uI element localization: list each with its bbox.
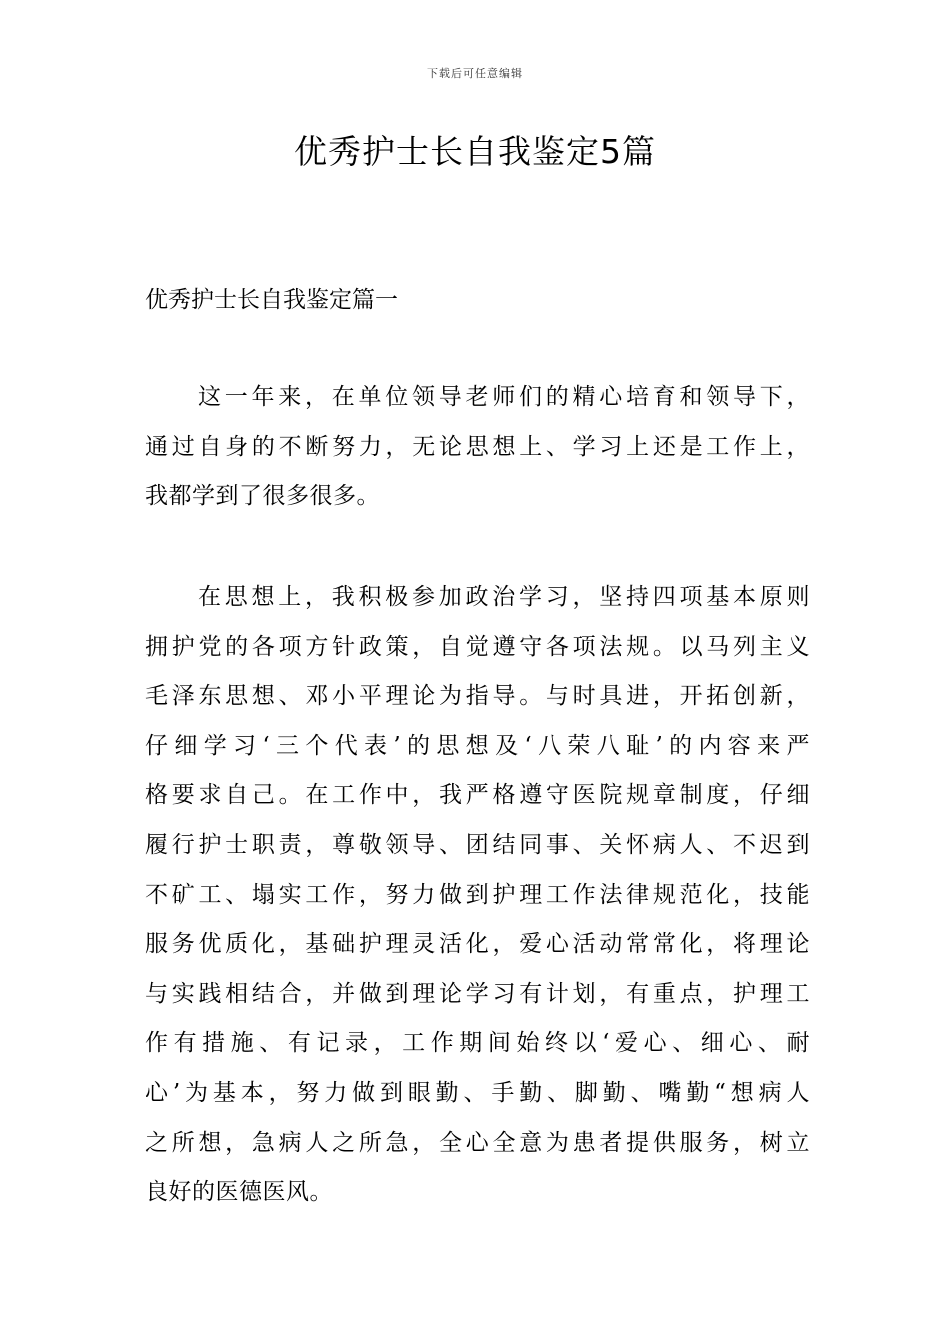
header-note: 下载后可任意编辑: [427, 67, 523, 80]
paragraph-line: 格要求自己。在工作中，我严格遵守医院规章制度，仔细: [145, 782, 810, 809]
paragraph-line: 心’为基本，努力做到眼勤、手勤、脚勤、嘴勤“想病人: [145, 1079, 810, 1106]
paragraph-line: 仔细学习‘三个代表’的思想及‘八荣八耻’的内容来严: [145, 732, 810, 759]
paragraph-line: 我都学到了很多很多。: [145, 483, 380, 510]
paragraph-line: 通过自身的不断努力，无论思想上、学习上还是工作上，: [145, 433, 810, 460]
section-heading: 优秀护士长自我鉴定篇一: [145, 287, 398, 313]
paragraph-line: 与实践相结合，并做到理论学习有计划，有重点，护理工: [145, 980, 810, 1007]
paragraph-line: 良好的医德医风。: [145, 1179, 333, 1206]
paragraph-line: 不矿工、塌实工作，努力做到护理工作法律规范化，技能: [145, 881, 810, 908]
paragraph-line: 作有措施、有记录，工作期间始终以‘爱心、细心、耐: [145, 1030, 810, 1057]
paragraph-2: [145, 573, 810, 1218]
paragraph-line: 服务优质化，基础护理灵活化，爱心活动常常化，将理论: [145, 931, 810, 958]
paragraph-line: 拥护党的各项方针政策，自觉遵守各项法规。以马列主义: [145, 633, 810, 660]
paragraph-line: 这一年来，在单位领导老师们的精心培育和领导下，: [198, 384, 810, 410]
paragraph-line: 在思想上，我积极参加政治学习，坚持四项基本原则: [198, 584, 810, 610]
paragraph-1: [145, 373, 810, 522]
paragraph-line: 履行护士职责，尊敬领导、团结同事、关怀病人、不迟到: [145, 831, 810, 858]
paragraph-line: 毛泽东思想、邓小平理论为指导。与时具进，开拓创新，: [145, 683, 810, 710]
paragraph-line: 之所想，急病人之所急，全心全意为患者提供服务，树立: [145, 1129, 810, 1156]
document-title: 优秀护士长自我鉴定5篇: [294, 132, 656, 171]
